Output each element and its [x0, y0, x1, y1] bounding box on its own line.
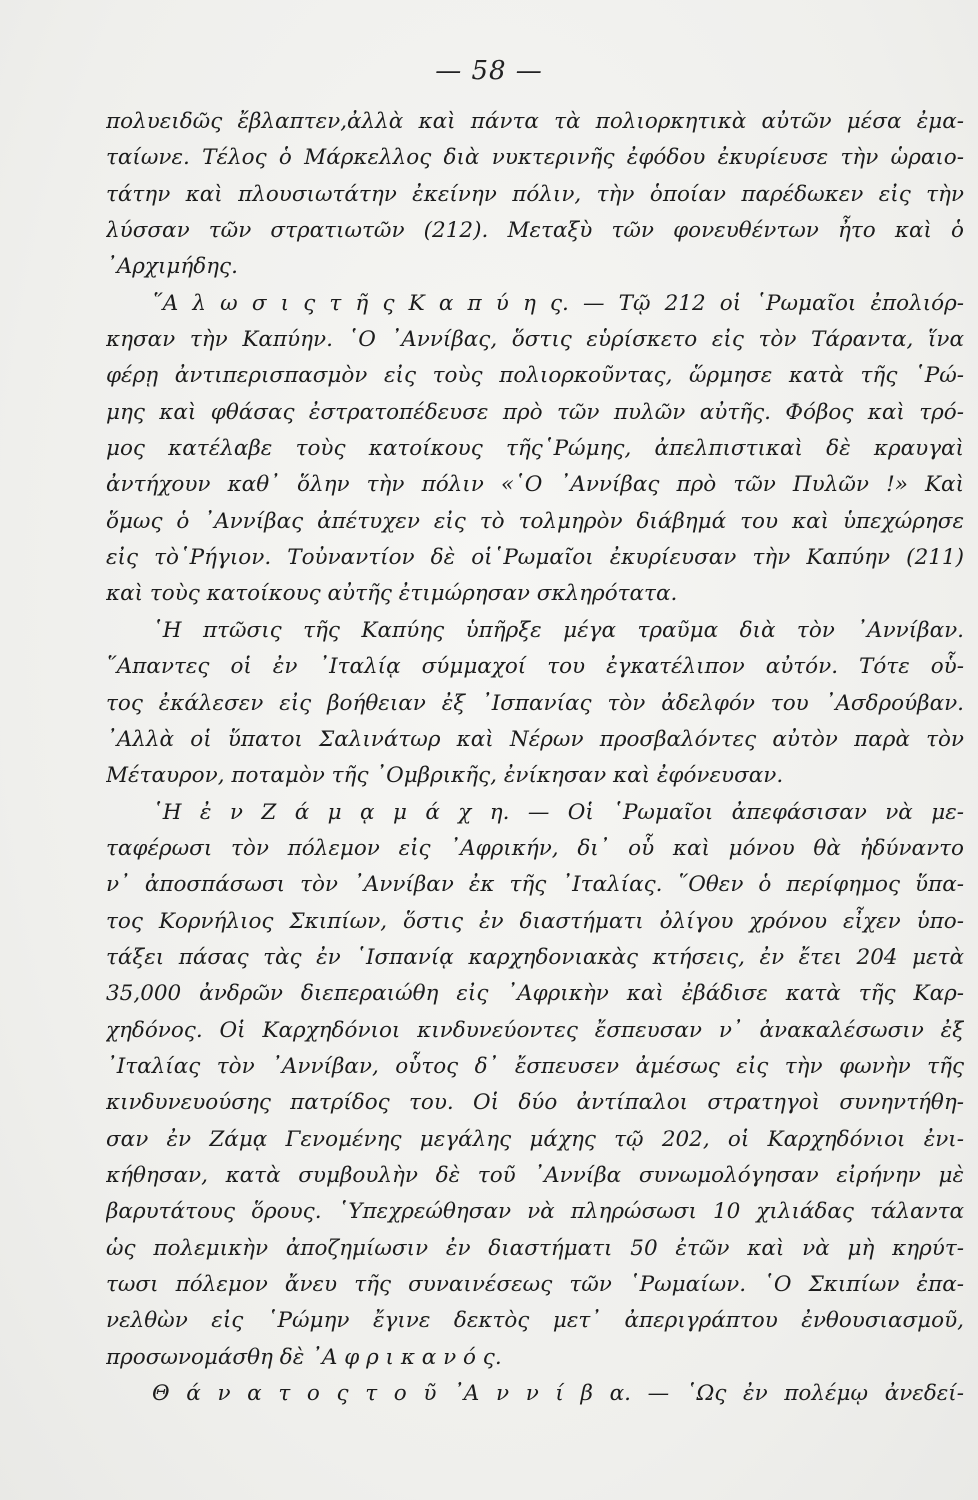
text-line: ἀντήχουν καθ᾿ ὅλην τὴν πόλιν «῾Ο ᾿Αννίβας πρὸ τῶν Πυλῶν !» Καὶ	[106, 472, 964, 498]
text-line: κησαν τὴν Καπύην. ῾Ο ᾿Αννίβας, ὅστις εὑρίσκετο εἰς τὸν Τάραντα, ἵνα	[106, 327, 964, 353]
page-number: — 58 —	[435, 56, 543, 86]
text-line: ν᾿ ἀποσπάσωσι τὸν ᾿Αννίβαν ἐκ τῆς ᾿Ιταλίας. ῞Οθεν ὁ περίφημος ὕπα-	[106, 872, 964, 898]
text-line: καὶ τοὺς κατοίκους αὐτῆς ἐτιμώρησαν σκληρότατα.	[106, 581, 678, 607]
text-line: ᾿Αλλὰ οἱ ὕπατοι Σαλινάτωρ καὶ Νέρων προσβαλόντες αὐτὸν παρὰ τὸν	[106, 726, 964, 752]
text-line: ᾿Ιταλίας τὸν ᾿Αννίβαν, οὗτος δ᾿ ἔσπευσεν ἀμέσως εἰς τὴν φωνὴν τῆς	[106, 1053, 964, 1079]
text-line: τος Κορνήλιος Σκιπίων, ὅστις ἐν διαστήματι ὀλίγου χρόνου εἶχεν ὑπο-	[106, 908, 964, 934]
text-line: Θ ά ν α τ ο ς τ ο ῦ ᾿Α ν ν ί β α. — ῾Ως ἐν πολέμῳ ἀνεδεί-	[152, 1381, 964, 1407]
text-line: ῞Α λ ω σ ι ς τ ῆ ς Κ α π ύ η ς. — Τῷ 212 οἱ ῾Ρωμαῖοι ἐπολιόρ-	[152, 290, 964, 316]
text-line: τάτην καὶ πλουσιωτάτην ἐκείνην πόλιν, τὴν ὁποίαν παρέδωκεν εἰς τὴν	[106, 181, 964, 207]
text-line: βαρυτάτους ὅρους. ῾Υπεχρεώθησαν νὰ πληρώσωσι 10 χιλιάδας τάλαντα	[106, 1199, 964, 1225]
text-line: κινδυνευούσης πατρίδος του. Οἱ δύο ἀντίπαλοι στρατηγοὶ συνηντήθη-	[106, 1090, 964, 1116]
text-line: ὅμως ὁ ᾿Αννίβας ἀπέτυχεν εἰς τὸ τολμηρὸν διάβημά του καὶ ὑπεχώρησε	[106, 508, 964, 534]
text-line: ταίωνε. Τέλος ὁ Μάρκελλος διὰ νυκτερινῆς ἐφόδου ἐκυρίευσε τὴν ὡραιο-	[106, 145, 964, 171]
text-line: ῞Απαντες οἱ ἐν ᾿Ιταλίᾳ σύμμαχοί του ἐγκατέλιπον αὐτόν. Τότε οὗ-	[106, 654, 964, 680]
text-line: κήθησαν, κατὰ συμβουλὴν δὲ τοῦ ᾿Αννίβα συνωμολόγησαν εἰρήνην μὲ	[106, 1162, 964, 1188]
text-line: τος ἐκάλεσεν εἰς βοήθειαν ἐξ ᾿Ισπανίας τὸν ἀδελφόν του ᾿Ασδρούβαν.	[106, 690, 964, 716]
text-line: νελθὼν εἰς ῾Ρώμην ἔγινε δεκτὸς μετ᾿ ἀπεριγράπτου ἐνθουσιασμοῦ,	[106, 1308, 964, 1334]
body-text	[106, 104, 964, 1412]
text-line: ταφέρωσι τὸν πόλεμον εἰς ᾿Αφρικήν, δι᾿ οὗ καὶ μόνου θὰ ἠδύναντο	[106, 835, 964, 861]
text-line: χηδόνος. Οἱ Καρχηδόνιοι κινδυνεύοντες ἔσπευσαν ν᾿ ἀνακαλέσωσιν ἐξ	[106, 1017, 964, 1043]
text-line: προσωνομάσθη δὲ ᾿Α φ ρ ι κ α ν ό ς.	[106, 1344, 502, 1370]
text-line: εἰς τὸ῾Ρήγιον. Τοὐναντίον δὲ οἱ῾Ρωμαῖοι ἐκυρίευσαν τὴν Καπύην (211)	[106, 545, 964, 571]
text-line: φέρῃ ἀντιπερισπασμὸν εἰς τοὺς πολιορκοῦντας, ὥρμησε κατὰ τῆς ῾Ρώ-	[106, 363, 964, 389]
text-line: Μέταυρον, ποταμὸν τῆς ᾿Ομβρικῆς, ἐνίκησαν καὶ ἐφόνευσαν.	[106, 763, 784, 789]
text-line: σαν ἐν Ζάμᾳ Γενομένης μεγάλης μάχης τῷ 202, οἱ Καρχηδόνιοι ἐνι-	[106, 1126, 964, 1152]
text-line: μος κατέλαβε τοὺς κατοίκους τῆς῾Ρώμης, ἀπελπιστικαὶ δὲ κραυγαὶ	[106, 436, 964, 462]
text-line: ᾿Αρχιμήδης.	[106, 254, 238, 280]
text-line: 35,000 ἀνδρῶν διεπεραιώθη εἰς ᾿Αφρικὴν καὶ ἐβάδισε κατὰ τῆς Καρ-	[106, 981, 964, 1007]
text-line: ῾Η ἐ ν Ζ ά μ ᾳ μ ά χ η. — Οἱ ῾Ρωμαῖοι ἀπεφάσισαν νὰ με-	[152, 799, 964, 825]
text-line: τωσι πόλεμον ἄνευ τῆς συναινέσεως τῶν ῾Ρωμαίων. ῾Ο Σκιπίων ἐπα-	[106, 1272, 964, 1297]
text-line: ῾Η πτῶσις τῆς Καπύης ὑπῆρξε μέγα τραῦμα διὰ τὸν ᾿Αννίβαν.	[152, 617, 964, 643]
text-line: ὡς πολεμικὴν ἀποζημίωσιν ἐν διαστήματι 50 ἐτῶν καὶ νὰ μὴ κηρύτ-	[106, 1235, 964, 1261]
text-line: τάξει πάσας τὰς ἐν ῾Ισπανίᾳ καρχηδονιακὰς κτήσεις, ἐν ἔτει 204 μετὰ	[106, 944, 964, 970]
text-line: λύσσαν τῶν στρατιωτῶν (212). Μεταξὺ τῶν φονευθέντων ἦτο καὶ ὁ	[106, 218, 964, 244]
text-line: πολυειδῶς ἔβλαπτεν,ἀλλὰ καὶ πάντα τὰ πολιορκητικὰ αὐτῶν μέσα ἐμα-	[106, 109, 964, 134]
text-line: μης καὶ φθάσας ἐστρατοπέδευσε πρὸ τῶν πυλῶν αὐτῆς. Φόβος καὶ τρό-	[106, 399, 964, 425]
